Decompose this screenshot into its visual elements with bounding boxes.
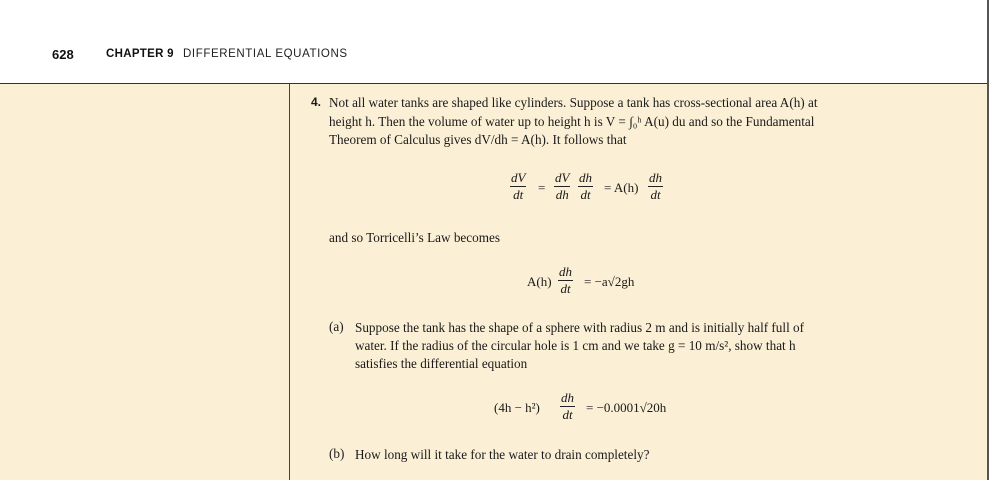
part-a-line-3: satisfies the differential equation (355, 356, 528, 371)
eq1-fraction-dh-dt: $\frac{dh}{dt}$ (579, 170, 592, 202)
part-b-text: How long will it take for the water to drain completely? (355, 447, 650, 462)
page-edge (987, 0, 989, 480)
problem-intro-line-3: Theorem of Calculus gives dV/dh = A(h). It follows that (329, 132, 627, 147)
page-number: 628 (52, 47, 74, 62)
eq1-area-term: = A(h) (604, 180, 639, 195)
torricelli-text: and so Torricelli’s Law becomes (329, 230, 500, 245)
eq1-fraction-dv-dh: $\frac{dV}{dh}$ (555, 170, 570, 202)
eq2-left: A(h) (527, 274, 552, 289)
eq1-fraction-dv-dt: $\frac{dV}{dt}$ (511, 170, 526, 202)
eq2-fraction-dh-dt: $\frac{dh}{dt}$ (559, 264, 572, 296)
eq2-right: = −a√2gh (584, 274, 635, 289)
margin-divider (289, 84, 290, 480)
problem-intro-line-2: height h. Then the volume of water up to height h is V = ∫₀ʰ A(u) du and so the Fundamental (329, 114, 815, 129)
part-a-line-1: Suppose the tank has the shape of a sphere with radius 2 m and is initially half full of (355, 320, 805, 335)
eq1-equals: = (538, 180, 546, 195)
eq1-fraction-dh-dt-2: $\frac{dh}{dt}$ (649, 170, 662, 202)
eq3-left: (4h − h²) (494, 400, 540, 415)
part-a-label: (a) (329, 319, 344, 334)
part-a-line-2: water. If the radius of the circular hole is 1 cm and we take g = 10 m/s², show that h (355, 338, 796, 353)
page-header (0, 0, 993, 84)
chapter-title: DIFFERENTIAL EQUATIONS (183, 48, 348, 60)
problem-number: 4. (311, 95, 322, 109)
chapter-label: CHAPTER 9 (106, 48, 174, 60)
part-b-label: (b) (329, 446, 345, 461)
problem-intro-line-1: Not all water tanks are shaped like cylinders. Suppose a tank has cross-sectional area A(h) at (329, 95, 818, 110)
eq3-fraction-dh-dt: $\frac{dh}{dt}$ (561, 390, 574, 422)
eq3-right: = −0.0001√20h (586, 400, 667, 415)
